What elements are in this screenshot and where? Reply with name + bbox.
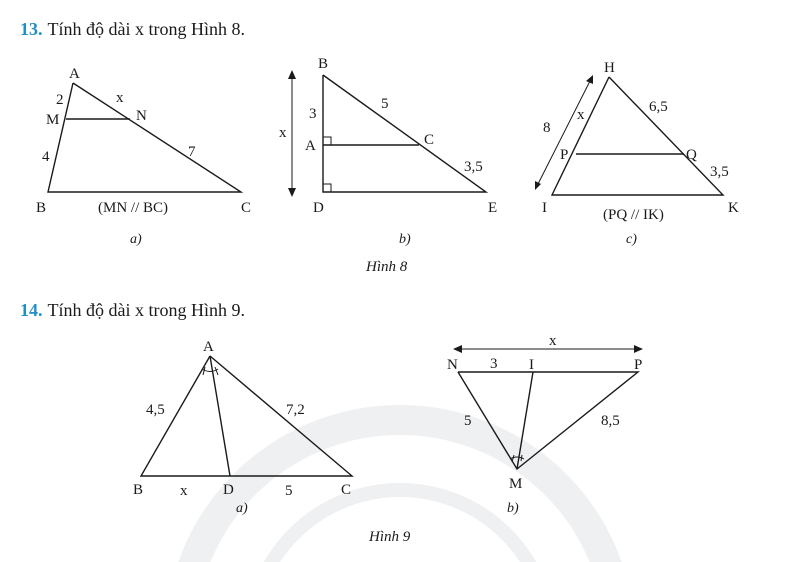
label-A: A xyxy=(305,138,316,154)
length-bc: 5 xyxy=(381,96,389,112)
arrowhead-left xyxy=(453,345,462,353)
triangle-hik xyxy=(552,77,723,195)
length-hp: x xyxy=(577,107,585,123)
length-bd: x xyxy=(180,483,188,499)
length-ce: 3,5 xyxy=(464,159,483,175)
length-hq: 6,5 xyxy=(649,99,668,115)
subfigure-label: a) xyxy=(236,501,248,516)
figure-8c xyxy=(535,60,739,247)
length-qk: 3,5 xyxy=(710,164,729,180)
problem-13-number: 13. xyxy=(20,19,43,39)
problem-14-number: 14. xyxy=(20,300,43,320)
arrowhead-bottom xyxy=(535,181,541,190)
triangle-abc xyxy=(48,83,241,192)
length-ni: 3 xyxy=(490,356,498,372)
label-H: H xyxy=(604,60,615,76)
length-ac: 7,2 xyxy=(286,402,305,418)
subfigure-label: b) xyxy=(507,501,519,516)
length-mp: 8,5 xyxy=(601,413,620,429)
figure-8-caption: Hình 8 xyxy=(366,259,408,275)
subfigure-label: c) xyxy=(626,232,637,247)
parallel-note: (PQ // IK) xyxy=(603,207,664,223)
label-A: A xyxy=(69,66,80,82)
label-A: A xyxy=(203,339,214,355)
arrowhead-right xyxy=(634,345,643,353)
length-nc: 7 xyxy=(188,144,196,160)
length-x: x xyxy=(279,125,287,141)
angle-tick-right xyxy=(215,367,218,375)
length-ab: 4,5 xyxy=(146,402,165,418)
length-mb: 4 xyxy=(42,149,50,165)
label-M: M xyxy=(46,112,60,128)
figure-8a xyxy=(36,66,251,247)
length-dc: 5 xyxy=(285,483,293,499)
label-B: B xyxy=(133,482,144,498)
length-am: 2 xyxy=(56,92,64,108)
label-B: B xyxy=(318,56,329,72)
label-C: C xyxy=(341,482,352,498)
label-B: B xyxy=(36,200,47,216)
label-C: C xyxy=(424,132,435,148)
label-D: D xyxy=(313,200,324,216)
triangle-bde xyxy=(323,75,486,192)
bisector-ad xyxy=(210,356,230,476)
label-K: K xyxy=(728,200,739,216)
length-np: x xyxy=(549,333,557,349)
label-P: P xyxy=(560,147,569,163)
problem-13-text: Tính độ dài x trong Hình 8. xyxy=(47,19,245,39)
subfigure-label: a) xyxy=(130,232,142,247)
triangle-abc xyxy=(141,356,352,476)
parallel-note: (MN // BC) xyxy=(98,200,169,216)
label-N: N xyxy=(447,357,458,373)
label-I: I xyxy=(542,200,547,216)
figure-9-caption: Hình 9 xyxy=(369,529,411,545)
length-hi: 8 xyxy=(543,120,551,136)
arrowhead-down xyxy=(288,188,296,197)
problem-14-text: Tính độ dài x trong Hình 9. xyxy=(47,300,245,320)
label-I: I xyxy=(529,357,534,373)
right-angle-d xyxy=(323,184,331,192)
length-an: x xyxy=(116,90,124,106)
length-nm: 5 xyxy=(464,413,472,429)
label-P: P xyxy=(634,357,643,373)
label-E: E xyxy=(488,200,498,216)
label-Q: Q xyxy=(686,147,697,163)
label-D: D xyxy=(223,482,234,498)
length-ba: 3 xyxy=(309,106,317,122)
figure-8b xyxy=(279,56,497,247)
label-M: M xyxy=(509,476,523,492)
right-angle-a xyxy=(323,137,331,145)
arrowhead-up xyxy=(288,70,296,79)
subfigure-label: b) xyxy=(399,232,411,247)
label-N: N xyxy=(136,108,147,124)
label-C: C xyxy=(241,200,252,216)
